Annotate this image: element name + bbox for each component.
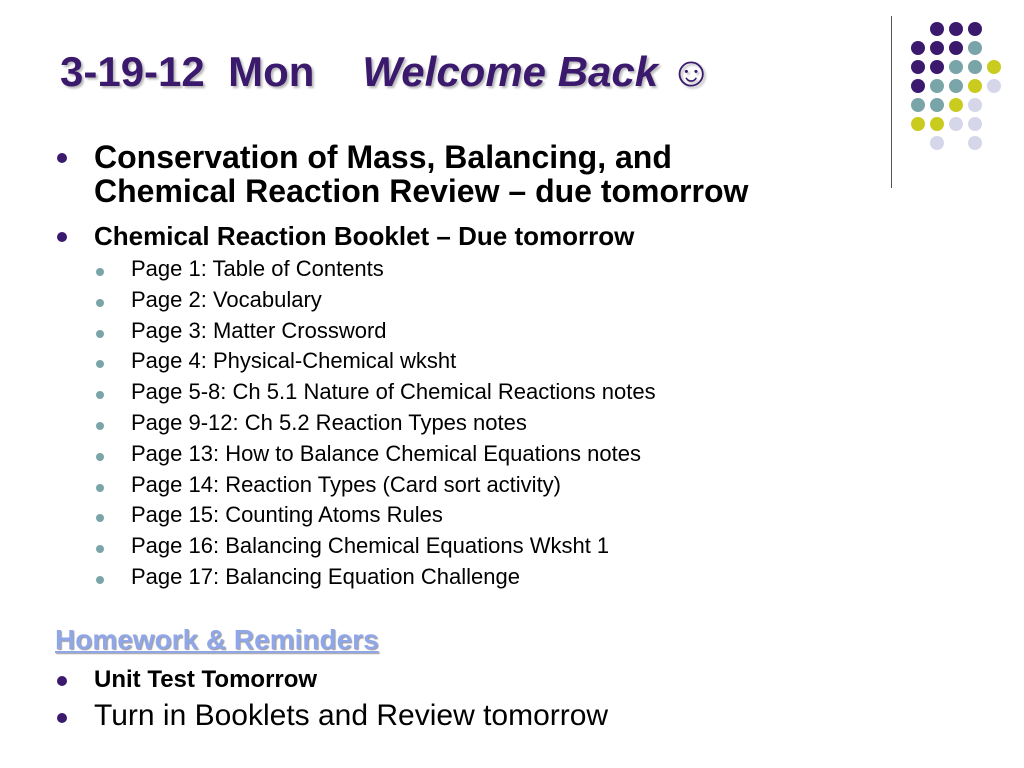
title-date: 3-19-12 (60, 48, 205, 95)
sub-bullet-icon (96, 299, 104, 307)
sub-bullet-icon (96, 391, 104, 399)
booklet-page-item: Page 4: Physical-Chemical wksht (131, 348, 457, 374)
sub-bullet-icon (96, 268, 104, 276)
booklet-page-item: Page 2: Vocabulary (131, 286, 322, 312)
booklet-page-item: Page 15: Counting Atoms Rules (131, 502, 443, 528)
bullet-item-booklet: Chemical Reaction Booklet – Due tomorrow (94, 221, 635, 251)
homework-item-test: Unit Test Tomorrow (94, 666, 318, 693)
sub-bullet-icon (96, 484, 104, 492)
bullet-icon (57, 232, 67, 242)
homework-heading: Homework & Reminders (55, 624, 379, 655)
booklet-page-item: Page 16: Balancing Chemical Equations Wksht 1 (131, 533, 610, 559)
booklet-page-item: Page 17: Balancing Equation Challenge (131, 564, 520, 589)
smiley-icon: ☺ (669, 48, 713, 95)
booklet-page-item: Page 3: Matter Crossword (131, 317, 387, 343)
sub-bullet-icon (96, 422, 104, 430)
sub-bullet-icon (96, 514, 104, 522)
bullet-icon (57, 153, 67, 163)
booklet-page-item: Page 13: How to Balance Chemical Equations notes (131, 440, 641, 466)
booklet-page-item: Page 1: Table of Contents (131, 256, 384, 281)
booklet-page-item: Page 9-12: Ch 5.2 Reaction Types notes (131, 410, 527, 435)
bullet-line-1: Conservation of Mass, Balancing, and (94, 139, 672, 175)
sub-bullet-icon (96, 453, 104, 461)
homework-item-booklets: Turn in Booklets and Review tomorrow (94, 699, 609, 732)
bullet-icon (57, 713, 67, 723)
bullet-icon (57, 676, 67, 686)
sub-bullet-icon (96, 360, 104, 368)
sub-bullet-icon (96, 576, 104, 584)
sub-bullet-icon (96, 545, 104, 553)
booklet-page-item: Page 14: Reaction Types (Card sort activity) (131, 471, 562, 497)
bullet-item-review (94, 140, 748, 208)
title-day: Mon (228, 48, 315, 95)
sub-bullet-icon (96, 330, 104, 338)
bullet-line-2: Chemical Reaction Review – due tomorrow (94, 173, 749, 209)
booklet-page-item: Page 5-8: Ch 5.1 Nature of Chemical Reactions notes (131, 379, 656, 405)
title-welcome: Welcome Back (362, 48, 659, 95)
